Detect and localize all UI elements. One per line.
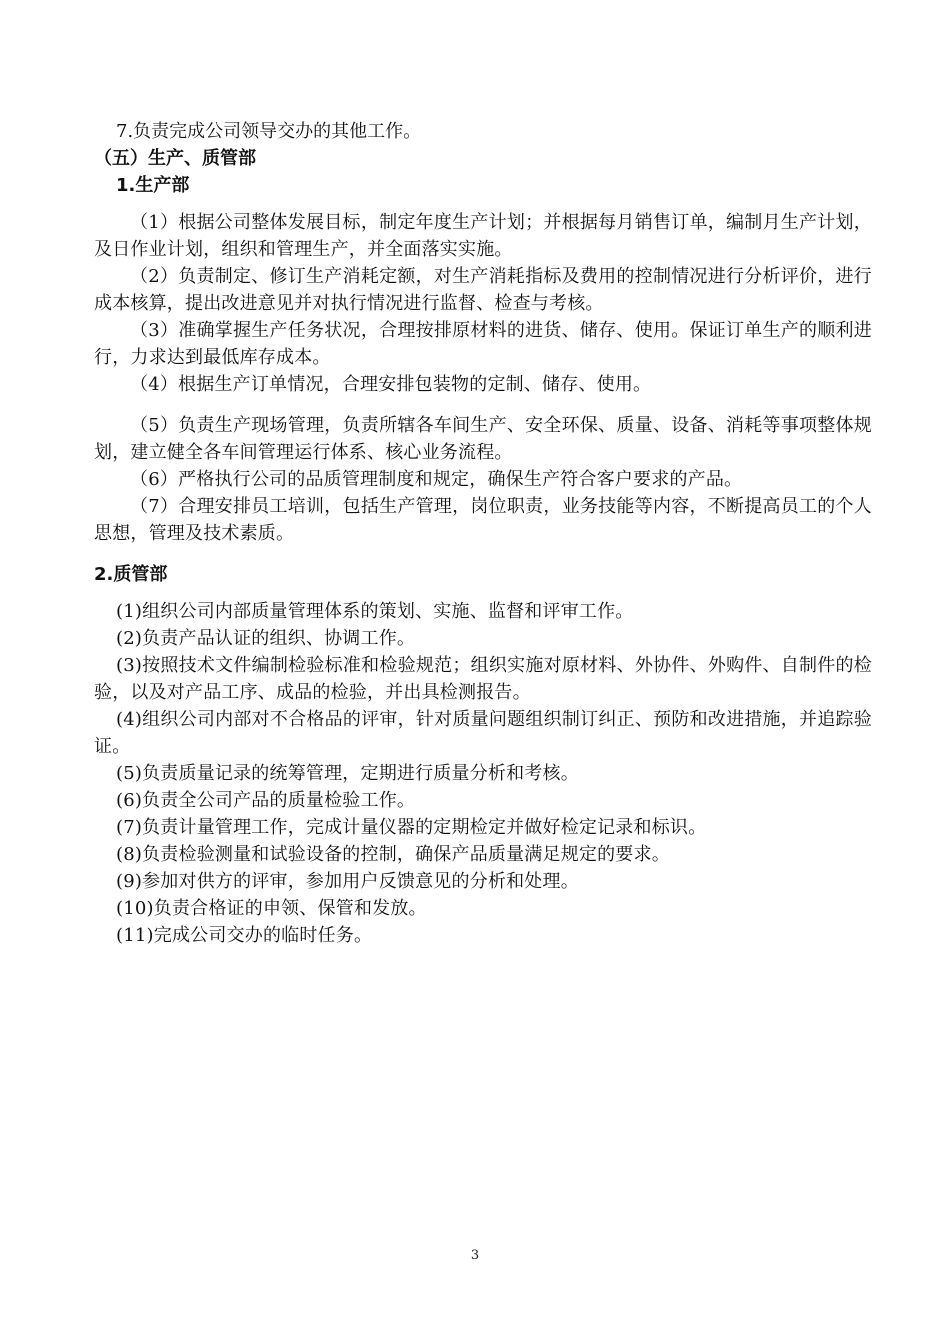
quality-dept-title: 2.质管部	[94, 564, 168, 585]
production-item-1: （1）根据公司整体发展目标，制定年度生产计划；并根据每月销售订单，编制月生产计划，及日作业计划，组织和管理生产，并全面落实实施。	[94, 212, 872, 260]
quality-item-7: (7)负责计量管理工作，完成计量仪器的定期检定并做好检定记录和标识。	[116, 817, 707, 838]
quality-item-3: (3)按照技术文件编制检验标准和检验规范；组织实施对原材料、外协件、外购件、自制件的检验，以及对产品工序、成品的检验，并出具检测报告。	[94, 655, 872, 703]
production-item-5: （5）负责生产现场管理，负责所辖各车间生产、安全环保、质量、设备、消耗等事项整体规划，建立健全各车间管理运行体系、核心业务流程。	[94, 415, 872, 463]
quality-item-5: (5)负责质量记录的统筹管理，定期进行质量分析和考核。	[116, 763, 579, 784]
production-dept-title: 1.生产部	[116, 175, 190, 196]
document-body	[94, 118, 872, 949]
quality-item-1: (1)组织公司内部质量管理体系的策划、实施、监督和评审工作。	[116, 601, 634, 622]
quality-item-10: (10)负责合格证的申领、保管和发放。	[116, 898, 427, 919]
production-item-3: （3）准确掌握生产任务状况，合理按排原材料的进货、储存、使用。保证订单生产的顺利进行，力求达到最低库存成本。	[94, 320, 872, 368]
duty-item-7: 7.负责完成公司领导交办的其他工作。	[116, 121, 422, 142]
production-item-7: （7）合理安排员工培训，包括生产管理，岗位职责，业务技能等内容，不断提高员工的个人思想，管理及技术素质。	[94, 496, 872, 544]
production-item-4: （4）根据生产订单情况，合理安排包装物的定制、储存、使用。	[130, 374, 652, 395]
quality-item-9: (9)参加对供方的评审，参加用户反馈意见的分析和处理。	[116, 871, 579, 892]
quality-item-8: (8)负责检验测量和试验设备的控制，确保产品质量满足规定的要求。	[116, 844, 670, 865]
section-title: （五）生产、质管部	[94, 148, 256, 169]
quality-item-6: (6)负责全公司产品的质量检验工作。	[116, 790, 416, 811]
production-item-6: （6）严格执行公司的品质管理制度和规定，确保生产符合客户要求的产品。	[130, 469, 743, 490]
quality-item-2: (2)负责产品认证的组织、协调工作。	[116, 628, 416, 649]
production-item-2: （2）负责制定、修订生产消耗定额，对生产消耗指标及费用的控制情况进行分析评价，进行成本核算，提出改进意见并对执行情况进行监督、检查与考核。	[94, 266, 872, 314]
quality-item-11: (11)完成公司交办的临时任务。	[116, 925, 373, 946]
page-number: 3	[470, 1248, 480, 1263]
quality-item-4: (4)组织公司内部对不合格品的评审，针对质量问题组织制订纠正、预防和改进措施，并追踪验证。	[94, 709, 872, 757]
